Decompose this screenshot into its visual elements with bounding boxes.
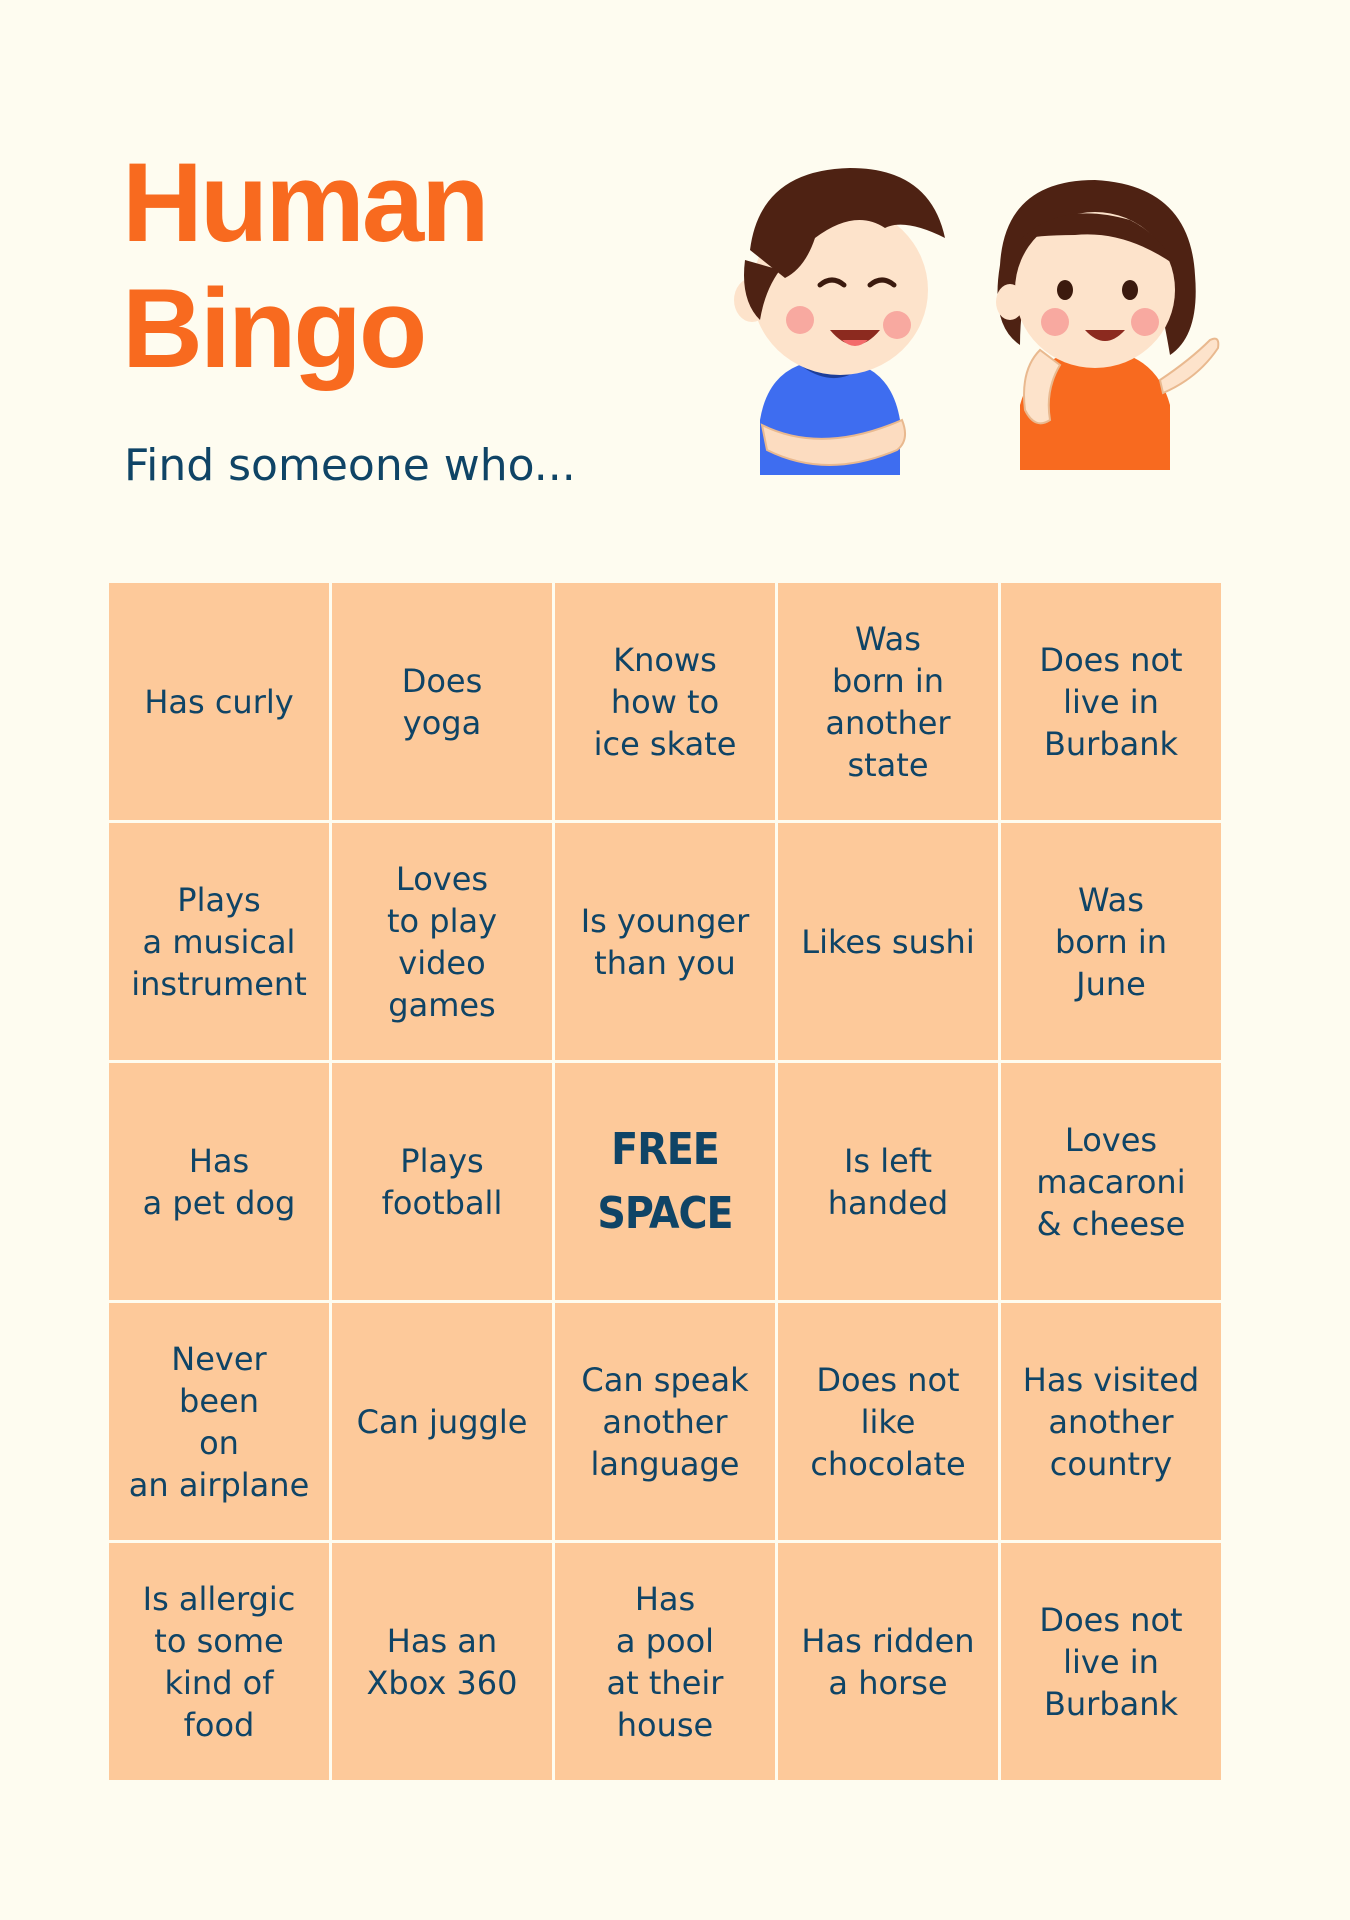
girl-figure <box>996 180 1218 470</box>
free-space-cell[interactable]: FREE SPACE <box>555 1063 775 1300</box>
bingo-cell[interactable]: Plays a musical instrument <box>109 823 329 1060</box>
title-line-2: Bingo <box>122 266 425 391</box>
bingo-cell[interactable]: Has visited another country <box>1001 1303 1221 1540</box>
bingo-cell[interactable]: Has a pool at their house <box>555 1543 775 1780</box>
page-title <box>122 140 487 392</box>
boy-figure <box>734 168 945 475</box>
bingo-cell[interactable]: Does not live in Burbank <box>1001 1543 1221 1780</box>
bingo-cell[interactable]: Can speak another language <box>555 1303 775 1540</box>
bingo-cell[interactable]: Was born in another state <box>778 583 998 820</box>
bingo-cell[interactable]: Knows how to ice skate <box>555 583 775 820</box>
two-kids-illustration <box>690 150 1250 500</box>
title-line-1: Human <box>122 140 487 265</box>
bingo-cell[interactable]: Has a pet dog <box>109 1063 329 1300</box>
bingo-cell[interactable]: Loves to play video games <box>332 823 552 1060</box>
bingo-cell[interactable]: Does not like chocolate <box>778 1303 998 1540</box>
bingo-cell[interactable]: Has an Xbox 360 <box>332 1543 552 1780</box>
bingo-cell[interactable]: Was born in June <box>1001 823 1221 1060</box>
subtitle: Find someone who... <box>124 440 576 491</box>
bingo-cell[interactable]: Is younger than you <box>555 823 775 1060</box>
bingo-cell[interactable]: Is left handed <box>778 1063 998 1300</box>
bingo-cell[interactable]: Can juggle <box>332 1303 552 1540</box>
bingo-cell[interactable]: Is allergic to some kind of food <box>109 1543 329 1780</box>
bingo-cell[interactable]: Does yoga <box>332 583 552 820</box>
bingo-cell[interactable]: Does not live in Burbank <box>1001 583 1221 820</box>
bingo-cell[interactable]: Loves macaroni & cheese <box>1001 1063 1221 1300</box>
bingo-cell[interactable]: Likes sushi <box>778 823 998 1060</box>
bingo-cell[interactable]: Plays football <box>332 1063 552 1300</box>
bingo-grid <box>109 583 1221 1780</box>
bingo-cell[interactable]: Has curly <box>109 583 329 820</box>
bingo-cell[interactable]: Never been on an airplane <box>109 1303 329 1540</box>
bingo-cell[interactable]: Has ridden a horse <box>778 1543 998 1780</box>
